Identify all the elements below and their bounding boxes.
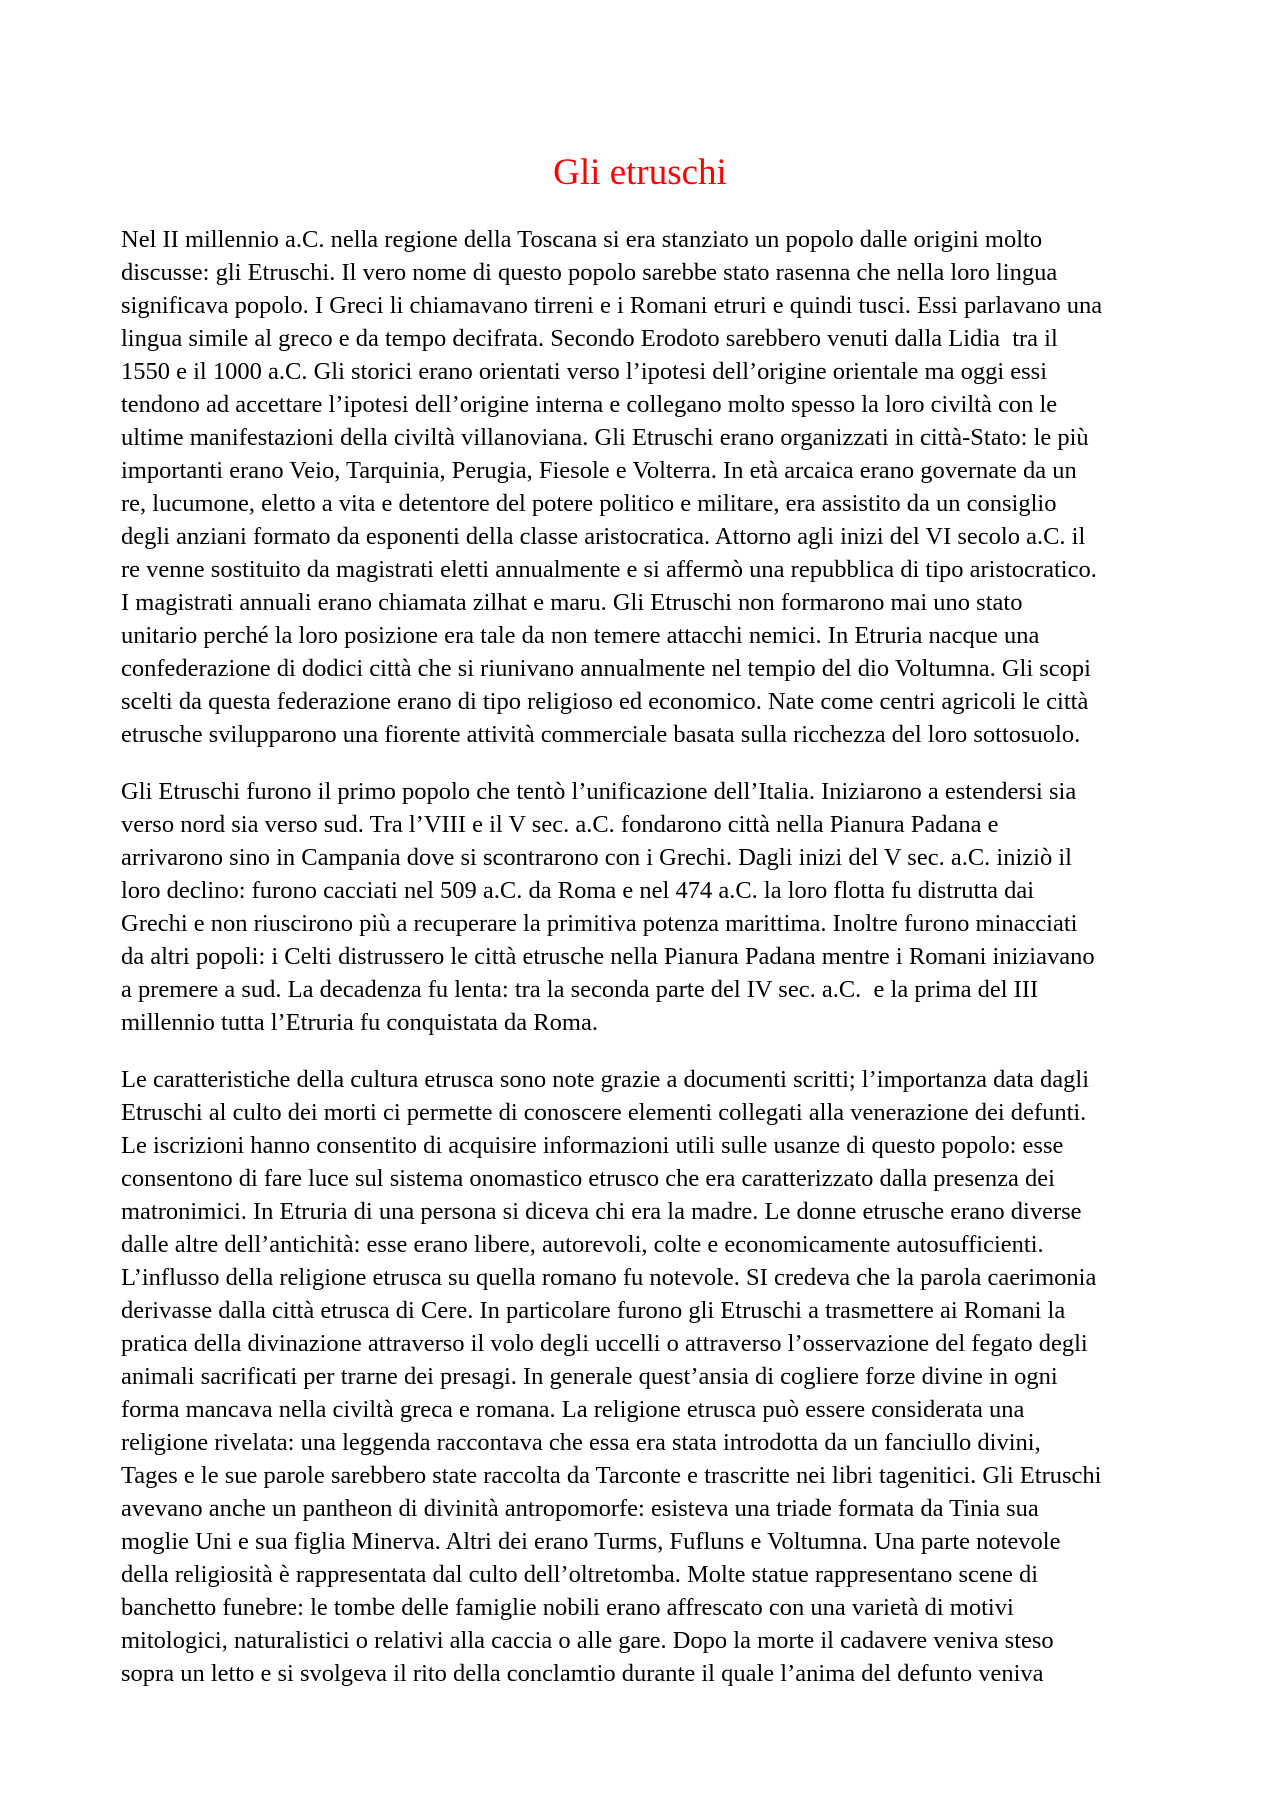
text-line: importanti erano Veio, Tarquinia, Perugia, Fiesole e Volterra. In età arcaica erano governate da un (121, 457, 1077, 484)
text-line: Nel II millennio a.C. nella regione della Toscana si era stanziato un popolo dalle origini molto (121, 226, 1043, 253)
text-line: Le iscrizioni hanno consentito di acquisire informazioni utili sulle usanze di questo popolo: esse (121, 1132, 1064, 1159)
page-title: Gli etruschi (553, 152, 727, 193)
text-line: Gli Etruschi furono il primo popolo che tentò l’unificazione dell’Italia. Iniziarono a estendersi sia (121, 778, 1077, 805)
text-line: Grechi e non riuscirono più a recuperare la primitiva potenza marittima. Inoltre furono minacciati (121, 910, 1078, 937)
text-line: significava popolo. I Greci li chiamavano tirreni e i Romani etruri e quindi tusci. Essi parlavano una (121, 292, 1103, 319)
text-line: verso nord sia verso sud. Tra l’VIII e il V sec. a.C. fondarono città nella Pianura Padana e (121, 811, 999, 838)
text-line: derivasse dalla città etrusca di Cere. In particolare furono gli Etruschi a trasmettere ai Romani la (121, 1297, 1066, 1324)
text-line: lingua simile al greco e da tempo decifrata. Secondo Erodoto sarebbero venuti dalla Lidia tra il (121, 325, 1058, 352)
text-line: della religiosità è rappresentata dal culto dell’oltretomba. Molte statue rappresentano scene di (121, 1561, 1039, 1588)
text-line: degli anziani formato da esponenti della classe aristocratica. Attorno agli inizi del VI secolo a.C. il (121, 523, 1086, 550)
paragraph (121, 775, 1161, 1039)
text-line: confederazione di dodici città che si riunivano annualmente nel tempio del dio Voltumna. Gli scopi (121, 655, 1091, 682)
text-line: unitario perché la loro posizione era tale da non temere attacchi nemici. In Etruria nacque una (121, 622, 1040, 649)
text-line: millennio tutta l’Etruria fu conquistata da Roma. (121, 1009, 598, 1036)
text-line: dalle altre dell’antichità: esse erano libere, autorevoli, colte e economicamente autosufficienti. (121, 1231, 1044, 1258)
text-line: animali sacrificati per trarne dei presagi. In generale quest’ansia di cogliere forze divine in ogni (121, 1363, 1058, 1390)
text-line: re venne sostituito da magistrati eletti annualmente e si affermò una repubblica di tipo aristocratico. (121, 556, 1097, 583)
text-line: avevano anche un pantheon di divinità antropomorfe: esisteva una triade formata da Tinia sua (121, 1495, 1039, 1522)
paragraph (121, 223, 1161, 751)
text-line: Tages e le sue parole sarebbero state raccolta da Tarconte e trascritte nei libri tagenitici. Gli Etruschi (121, 1462, 1102, 1489)
text-line: a premere a sud. La decadenza fu lenta: tra la seconda parte del IV sec. a.C. e la prima del III (121, 976, 1039, 1003)
text-line: da altri popoli: i Celti distrussero le città etrusche nella Pianura Padana mentre i Romani iniziavano (121, 943, 1095, 970)
text-line: L’influsso della religione etrusca su quella romano fu notevole. SI credeva che la parola caerimonia (121, 1264, 1097, 1291)
text-line: arrivarono sino in Campania dove si scontrarono con i Grechi. Dagli inizi del V sec. a.C. iniziò il (121, 844, 1072, 871)
text-line: re, lucumone, eletto a vita e detentore del potere politico e militare, era assistito da un consiglio (121, 490, 1057, 517)
text-line: banchetto funebre: le tombe delle famiglie nobili erano affrescato con una varietà di motivi (121, 1594, 1014, 1621)
text-line: discusse: gli Etruschi. Il vero nome di questo popolo sarebbe stato rasenna che nella loro lingua (121, 259, 1058, 286)
text-line: 1550 e il 1000 a.C. Gli storici erano orientati verso l’ipotesi dell’origine orientale ma oggi essi (121, 358, 1048, 385)
document-body (121, 223, 1161, 1714)
text-line: consentono di fare luce sul sistema onomastico etrusco che era caratterizzato dalla presenza dei (121, 1165, 1055, 1192)
text-line: forma mancava nella civiltà greca e romana. La religione etrusca può essere considerata una (121, 1396, 1025, 1423)
paragraph (121, 1063, 1161, 1690)
text-line: religione rivelata: una leggenda raccontava che essa era stata introdotta da un fanciullo divini, (121, 1429, 1041, 1456)
text-line: mitologici, naturalistici o relativi alla caccia o alle gare. Dopo la morte il cadavere veniva steso (121, 1627, 1054, 1654)
text-line: Etruschi al culto dei morti ci permette di conoscere elementi collegati alla venerazione dei defunti. (121, 1099, 1087, 1126)
text-line: ultime manifestazioni della civiltà villanoviana. Gli Etruschi erano organizzati in città-Stato: le più (121, 424, 1089, 451)
text-line: sopra un letto e si svolgeva il rito della conclamtio durante il quale l’anima del defunto veniva (121, 1660, 1044, 1687)
text-line: matronimici. In Etruria di una persona si diceva chi era la madre. Le donne etrusche erano diverse (121, 1198, 1082, 1225)
text-line: etrusche svilupparono una fiorente attività commerciale basata sulla ricchezza del loro sottosuolo. (121, 721, 1081, 748)
text-line: scelti da questa federazione erano di tipo religioso ed economico. Nate come centri agricoli le città (121, 688, 1089, 715)
text-line: pratica della divinazione attraverso il volo degli uccelli o attraverso l’osservazione del fegato degli (121, 1330, 1088, 1357)
text-line: loro declino: furono cacciati nel 509 a.C. da Roma e nel 474 a.C. la loro flotta fu distrutta dai (121, 877, 1035, 904)
text-line: I magistrati annuali erano chiamata zilhat e maru. Gli Etruschi non formarono mai uno stato (121, 589, 1023, 616)
text-line: tendono ad accettare l’ipotesi dell’origine interna e collegano molto spesso la loro civiltà con le (121, 391, 1058, 418)
text-line: moglie Uni e sua figlia Minerva. Altri dei erano Turms, Fufluns e Voltumna. Una parte notevole (121, 1528, 1061, 1555)
text-line: Le caratteristiche della cultura etrusca sono note grazie a documenti scritti; l’importanza data dagli (121, 1066, 1090, 1093)
